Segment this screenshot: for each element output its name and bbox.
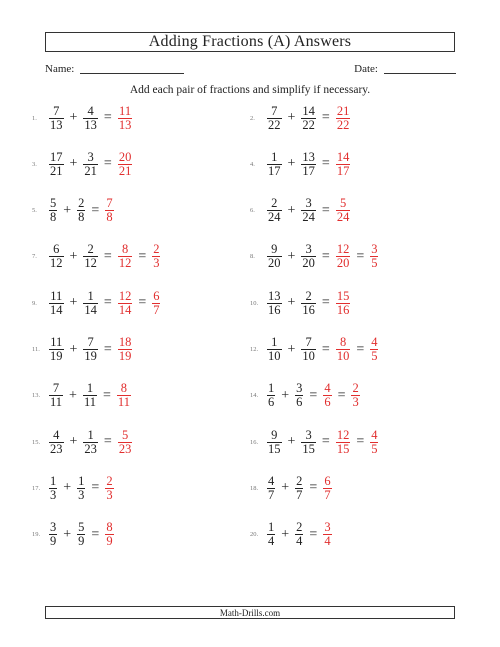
addend-1-fraction-numerator: 1	[268, 520, 275, 535]
simplified-answer-fraction-numerator: 4	[371, 427, 378, 442]
addend-2-fraction-numerator: 3	[305, 196, 312, 211]
addend-2-fraction-denominator: 21	[84, 163, 97, 178]
addend-2-fraction-numerator: 4	[87, 103, 94, 118]
equals-sign: =	[309, 526, 318, 542]
equals-sign: =	[103, 110, 112, 125]
addend-2-fraction	[301, 197, 316, 224]
problem-number: 15.	[32, 438, 41, 446]
simplified-answer-fraction-numerator: 2	[153, 242, 160, 257]
addend-1-fraction-denominator: 8	[50, 210, 57, 225]
simplified-answer-fraction-numerator: 3	[371, 242, 378, 257]
addend-1-fraction	[267, 151, 282, 178]
equals-sign: =	[356, 248, 365, 264]
worksheet-title	[45, 32, 455, 52]
addend-1-fraction-numerator: 9	[271, 242, 278, 257]
addend-1-fraction-numerator: 11	[50, 335, 63, 349]
addend-2-fraction	[301, 336, 316, 363]
addend-2-fraction-denominator: 3	[78, 487, 85, 502]
addend-1-fraction-numerator: 7	[53, 103, 60, 118]
addend-2-fraction-numerator: 5	[78, 520, 85, 535]
addend-1-fraction	[49, 429, 64, 456]
sum-answer-fraction-numerator: 20	[118, 149, 132, 164]
plus-sign: +	[69, 341, 78, 357]
problem-number: 20.	[250, 531, 259, 539]
sum-answer-fraction-numerator: 12	[336, 242, 350, 257]
addend-2-fraction	[295, 521, 303, 548]
sum-answer-fraction	[118, 105, 133, 132]
addend-1-fraction-denominator: 11	[50, 395, 63, 410]
addend-1-fraction-numerator: 1	[50, 473, 57, 488]
sum-answer-fraction	[118, 243, 133, 270]
plus-sign: +	[69, 387, 77, 403]
simplified-answer-fraction	[351, 382, 359, 409]
problem-item	[250, 101, 351, 135]
equals-sign: =	[321, 202, 330, 218]
equals-sign: =	[321, 341, 330, 357]
addend-2-fraction	[295, 475, 303, 502]
problem-number: 5.	[32, 207, 37, 215]
sum-answer-fraction-denominator: 20	[336, 256, 350, 271]
sum-answer-fraction-denominator: 17	[336, 163, 350, 178]
addend-1-fraction-numerator: 3	[50, 520, 57, 535]
addend-1-fraction-denominator: 16	[268, 302, 281, 317]
simplified-answer-fraction	[152, 243, 160, 270]
problem-number: 16.	[250, 438, 259, 446]
addend-2-fraction	[83, 336, 98, 363]
sum-answer-fraction	[105, 521, 113, 548]
addend-2-fraction-denominator: 15	[302, 441, 315, 456]
equals-sign: =	[337, 387, 346, 403]
problem-number: 19.	[32, 531, 41, 539]
sum-answer-fraction	[118, 151, 133, 178]
addend-2-fraction-numerator: 7	[305, 335, 312, 349]
addend-2-fraction-denominator: 11	[83, 395, 96, 410]
addend-1-fraction-denominator: 15	[268, 441, 281, 456]
sum-answer-fraction-denominator: 22	[336, 117, 350, 132]
addend-1-fraction-numerator: 1	[271, 335, 278, 349]
date-field	[354, 63, 456, 75]
addend-1-fraction-numerator: 7	[271, 103, 278, 118]
instructions: Add each pair of fractions and simplify if necessary.	[129, 84, 371, 96]
plus-sign: +	[69, 110, 78, 125]
simplified-answer-fraction	[152, 290, 160, 317]
addend-2-fraction	[77, 521, 85, 548]
addend-1-fraction-numerator: 4	[53, 427, 60, 442]
problem-item	[32, 194, 115, 228]
problem-item	[32, 425, 133, 459]
addend-1-fraction	[49, 521, 57, 548]
addend-2-fraction-numerator: 14	[302, 103, 315, 118]
sum-answer-fraction-numerator: 12	[336, 427, 350, 442]
sum-answer-fraction-numerator: 2	[106, 473, 113, 488]
sum-answer-fraction-denominator: 15	[336, 441, 350, 456]
addend-2-fraction-denominator: 4	[296, 534, 303, 549]
addend-2-fraction-numerator: 1	[87, 288, 94, 303]
sum-answer-fraction-denominator: 3	[106, 487, 113, 502]
equals-sign: =	[103, 295, 112, 311]
addend-2-fraction-numerator: 3	[305, 242, 312, 257]
addend-2-fraction-numerator: 7	[87, 335, 94, 349]
addend-2-fraction-numerator: 1	[86, 381, 94, 396]
addend-1-fraction-denominator: 7	[268, 487, 275, 502]
plus-sign: +	[63, 526, 72, 542]
sum-answer-fraction-denominator: 19	[118, 349, 132, 363]
addend-1-fraction	[49, 382, 63, 409]
problem-item	[32, 147, 133, 181]
addend-2-fraction-denominator: 23	[84, 441, 97, 456]
problem-number: 4.	[250, 160, 255, 168]
addend-2-fraction-denominator: 10	[302, 349, 315, 363]
addend-2-fraction-numerator: 2	[296, 473, 303, 488]
addend-1-fraction-denominator: 24	[268, 210, 281, 225]
sum-answer-fraction	[117, 382, 131, 409]
addend-2-fraction	[301, 105, 316, 132]
addend-2-fraction	[77, 475, 85, 502]
name-label: Name:	[45, 63, 75, 75]
sum-answer-fraction	[323, 521, 331, 548]
problem-item	[32, 286, 161, 320]
simplified-answer-fraction-denominator: 3	[352, 395, 359, 410]
addend-1-fraction	[267, 521, 275, 548]
sum-answer-fraction-denominator: 24	[336, 210, 350, 225]
addend-1-fraction-denominator: 13	[50, 117, 63, 132]
plus-sign: +	[63, 202, 72, 218]
addend-1-fraction-denominator: 10	[268, 349, 281, 363]
problem-item	[250, 471, 333, 505]
sum-answer-fraction-denominator: 12	[118, 256, 132, 271]
sum-answer-fraction	[118, 429, 133, 456]
sum-answer-fraction-denominator: 16	[336, 302, 350, 317]
problem-item	[32, 101, 133, 135]
simplified-answer-fraction	[370, 429, 378, 456]
footer	[45, 606, 455, 619]
addend-1-fraction-numerator: 6	[53, 242, 60, 257]
simplified-answer-fraction-denominator: 3	[153, 256, 160, 271]
sum-answer-fraction-numerator: 15	[336, 288, 350, 303]
addend-1-fraction-numerator: 4	[268, 473, 275, 488]
equals-sign: =	[309, 480, 318, 496]
addend-2-fraction-numerator: 13	[302, 149, 315, 164]
sum-answer-fraction	[323, 382, 331, 409]
sum-answer-fraction	[105, 197, 113, 224]
addend-1-fraction-denominator: 4	[268, 534, 275, 549]
sum-answer-fraction	[336, 336, 351, 363]
addend-1-fraction-numerator: 17	[50, 149, 63, 164]
addend-2-fraction	[83, 151, 98, 178]
addend-1-fraction-denominator: 20	[268, 256, 281, 271]
problem-item	[32, 379, 132, 413]
addend-1-fraction-numerator: 13	[268, 288, 281, 303]
addend-2-fraction	[83, 382, 97, 409]
simplified-answer-fraction-denominator: 7	[153, 302, 160, 317]
addend-1-fraction	[49, 105, 64, 132]
addend-1-fraction	[49, 151, 64, 178]
addend-1-fraction-numerator: 1	[271, 149, 278, 164]
addend-2-fraction-denominator: 14	[84, 302, 97, 317]
equals-sign: =	[103, 248, 112, 264]
plus-sign: +	[287, 295, 296, 311]
problem-item	[250, 147, 351, 181]
name-field	[45, 63, 184, 75]
sum-answer-fraction-numerator: 14	[336, 149, 350, 164]
addend-1-fraction-denominator: 14	[50, 302, 63, 317]
problem-number: 1.	[32, 114, 37, 122]
sum-answer-fraction-denominator: 11	[117, 395, 130, 410]
equals-sign: =	[103, 156, 112, 172]
equals-sign: =	[321, 156, 330, 172]
sum-answer-fraction-denominator: 8	[106, 210, 113, 225]
addend-2-fraction-denominator: 16	[302, 302, 315, 317]
problem-item	[250, 286, 351, 320]
addend-1-fraction	[267, 105, 282, 132]
plus-sign: +	[69, 248, 78, 264]
sum-answer-fraction	[105, 475, 113, 502]
problem-number: 17.	[32, 484, 41, 492]
addend-2-fraction-numerator: 2	[87, 242, 94, 257]
sum-answer-fraction-numerator: 11	[119, 103, 132, 118]
addend-2-fraction	[301, 243, 316, 270]
sum-answer-fraction-numerator: 8	[106, 520, 113, 535]
addend-1-fraction-numerator: 9	[271, 427, 278, 442]
addend-1-fraction-numerator: 5	[50, 196, 57, 211]
equals-sign: =	[103, 341, 112, 357]
problem-number: 12.	[250, 346, 259, 353]
addend-1-fraction	[267, 475, 275, 502]
plus-sign: +	[287, 156, 296, 172]
addend-1-fraction-denominator: 21	[50, 163, 63, 178]
addend-2-fraction-denominator: 13	[84, 117, 97, 132]
addend-1-fraction	[267, 243, 282, 270]
addend-2-fraction	[83, 105, 98, 132]
sum-answer-fraction-denominator: 6	[324, 395, 331, 410]
plus-sign: +	[287, 202, 296, 218]
simplified-answer-fraction	[370, 243, 378, 270]
plus-sign: +	[281, 480, 290, 496]
addend-2-fraction-denominator: 9	[78, 534, 85, 549]
addend-2-fraction-numerator: 1	[78, 473, 85, 488]
plus-sign: +	[69, 295, 78, 311]
sum-answer-fraction-numerator: 5	[339, 196, 347, 211]
problem-number: 18.	[250, 484, 259, 492]
addend-2-fraction-denominator: 20	[302, 256, 315, 271]
plus-sign: +	[63, 480, 72, 496]
addend-1-fraction	[267, 197, 282, 224]
problem-number: 13.	[32, 392, 41, 400]
addend-2-fraction-denominator: 6	[296, 395, 303, 410]
addend-2-fraction	[83, 429, 98, 456]
addend-2-fraction	[83, 243, 98, 270]
sum-answer-fraction	[118, 290, 133, 317]
plus-sign: +	[69, 434, 78, 450]
equals-sign: =	[138, 248, 147, 264]
equals-sign: =	[91, 480, 100, 496]
addend-1-fraction	[267, 290, 282, 317]
simplified-answer-fraction-numerator: 6	[153, 288, 160, 303]
addend-2-fraction	[77, 197, 85, 224]
addend-1-fraction-numerator: 11	[50, 288, 63, 303]
plus-sign: +	[281, 526, 290, 542]
sum-answer-fraction-denominator: 4	[324, 534, 331, 549]
equals-sign: =	[321, 295, 330, 311]
addend-1-fraction	[49, 336, 64, 363]
addend-2-fraction-denominator: 12	[84, 256, 97, 271]
sum-answer-fraction	[336, 243, 351, 270]
problem-number: 6.	[250, 207, 255, 215]
addend-2-fraction	[295, 382, 303, 409]
simplified-answer-fraction-numerator: 2	[352, 381, 359, 396]
equals-sign: =	[321, 110, 330, 125]
plus-sign: +	[287, 434, 296, 450]
addend-2-fraction-numerator: 2	[296, 520, 303, 535]
addend-1-fraction-numerator: 2	[271, 196, 278, 211]
sum-answer-fraction-numerator: 8	[339, 335, 347, 349]
sum-answer-fraction-denominator: 13	[118, 117, 132, 132]
addend-1-fraction	[49, 475, 57, 502]
problem-item	[250, 425, 379, 459]
sum-answer-fraction-denominator: 14	[118, 302, 132, 317]
sum-answer-fraction	[336, 429, 351, 456]
simplified-answer-fraction-numerator: 4	[371, 335, 378, 349]
sum-answer-fraction-denominator: 9	[106, 534, 113, 549]
addend-2-fraction-numerator: 3	[296, 381, 303, 396]
addend-2-fraction-numerator: 2	[305, 288, 312, 303]
simplified-answer-fraction-denominator: 5	[371, 256, 378, 271]
equals-sign: =	[321, 434, 330, 450]
addend-2-fraction	[83, 290, 98, 317]
problem-number: 14.	[250, 392, 259, 400]
equals-sign: =	[309, 387, 318, 403]
addend-2-fraction-numerator: 3	[305, 427, 312, 442]
sum-answer-fraction-numerator: 8	[121, 242, 129, 257]
simplified-answer-fraction-denominator: 5	[371, 441, 378, 456]
problem-item	[250, 194, 351, 228]
addend-1-fraction-denominator: 17	[268, 163, 281, 178]
sum-answer-fraction-numerator: 21	[336, 103, 350, 118]
plus-sign: +	[287, 110, 296, 125]
addend-2-fraction-denominator: 8	[78, 210, 85, 225]
title-text: Adding Fractions (A) Answers	[148, 33, 352, 50]
problem-number: 2.	[250, 114, 255, 122]
date-label: Date:	[354, 63, 378, 75]
addend-2-fraction-denominator: 7	[296, 487, 303, 502]
sum-answer-fraction	[336, 151, 351, 178]
addend-2-fraction-denominator: 22	[302, 117, 315, 132]
addend-2-fraction	[301, 151, 316, 178]
addend-1-fraction-denominator: 6	[268, 395, 275, 410]
sum-answer-fraction-denominator: 23	[118, 441, 132, 456]
addend-2-fraction-denominator: 19	[84, 349, 97, 363]
problem-item	[32, 333, 133, 367]
equals-sign: =	[138, 295, 147, 311]
sum-answer-fraction	[336, 105, 351, 132]
plus-sign: +	[281, 387, 290, 403]
date-blank-line	[384, 63, 456, 74]
problem-item	[250, 518, 333, 552]
equals-sign: =	[91, 526, 100, 542]
footer-text: Math-Drills.com	[219, 607, 281, 618]
simplified-answer-fraction-denominator: 5	[371, 349, 378, 363]
sum-answer-fraction	[336, 290, 351, 317]
problem-number: 3.	[32, 160, 37, 168]
addend-1-fraction-numerator: 7	[52, 381, 60, 396]
addend-1-fraction-denominator: 19	[50, 349, 63, 363]
addend-1-fraction	[49, 243, 64, 270]
addend-1-fraction-numerator: 1	[268, 381, 275, 396]
sum-answer-fraction-numerator: 18	[118, 335, 132, 349]
addend-1-fraction	[49, 290, 64, 317]
addend-1-fraction-denominator: 23	[50, 441, 63, 456]
problem-number: 9.	[32, 299, 37, 307]
simplified-answer-fraction	[370, 336, 378, 363]
sum-answer-fraction-denominator: 7	[324, 487, 331, 502]
sum-answer-fraction-numerator: 6	[324, 473, 331, 488]
problem-item	[32, 240, 161, 274]
problem-item	[32, 518, 115, 552]
addend-2-fraction-numerator: 2	[78, 196, 85, 211]
name-blank-line	[80, 63, 184, 74]
addend-2-fraction-denominator: 17	[302, 163, 315, 178]
addend-2-fraction	[301, 290, 316, 317]
equals-sign: =	[91, 202, 100, 218]
problem-item	[250, 379, 361, 413]
problem-number: 8.	[250, 253, 255, 261]
problem-number: 10.	[250, 299, 259, 307]
sum-answer-fraction-numerator: 12	[118, 288, 132, 303]
plus-sign: +	[287, 248, 296, 264]
sum-answer-fraction-numerator: 7	[106, 196, 113, 211]
addend-1-fraction	[267, 429, 282, 456]
problem-item	[32, 471, 115, 505]
sum-answer-fraction-numerator: 3	[324, 520, 331, 535]
addend-1-fraction-denominator: 22	[268, 117, 281, 132]
sum-answer-fraction-denominator: 21	[118, 163, 132, 178]
plus-sign: +	[287, 341, 296, 357]
addend-2-fraction-numerator: 1	[87, 427, 94, 442]
addend-1-fraction-denominator: 3	[50, 487, 57, 502]
sum-answer-fraction	[118, 336, 133, 363]
equals-sign: =	[103, 434, 112, 450]
problem-number: 11.	[32, 346, 40, 353]
equals-sign: =	[356, 434, 365, 450]
addend-2-fraction-denominator: 24	[302, 210, 315, 225]
sum-answer-fraction	[323, 475, 331, 502]
sum-answer-fraction-denominator: 10	[336, 349, 350, 363]
sum-answer-fraction-numerator: 4	[324, 381, 331, 396]
problem-item	[250, 240, 379, 274]
sum-answer-fraction-numerator: 8	[120, 381, 128, 396]
equals-sign: =	[356, 341, 365, 357]
addend-2-fraction	[301, 429, 316, 456]
addend-1-fraction-denominator: 12	[50, 256, 63, 271]
addend-1-fraction	[267, 336, 282, 363]
addend-1-fraction	[49, 197, 57, 224]
problem-item	[250, 333, 379, 367]
sum-answer-fraction-numerator: 5	[121, 427, 129, 442]
addend-1-fraction	[267, 382, 275, 409]
equals-sign: =	[103, 387, 111, 403]
sum-answer-fraction	[336, 197, 351, 224]
equals-sign: =	[321, 248, 330, 264]
addend-1-fraction-denominator: 9	[50, 534, 57, 549]
addend-2-fraction-numerator: 3	[87, 149, 94, 164]
problem-number: 7.	[32, 253, 37, 261]
plus-sign: +	[69, 156, 78, 172]
